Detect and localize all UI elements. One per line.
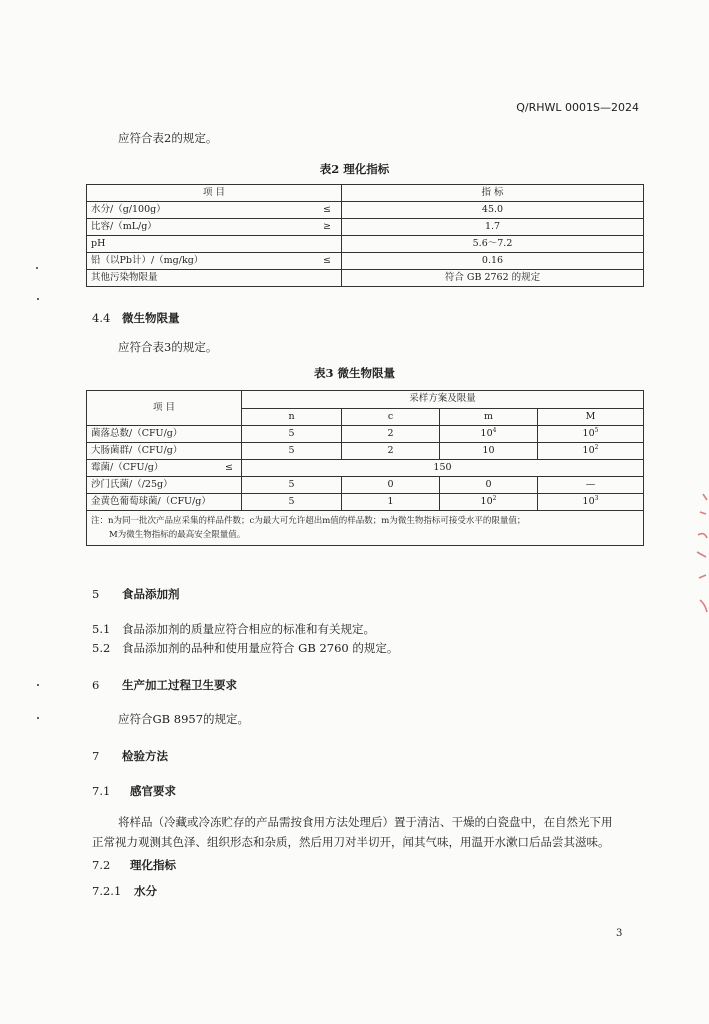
table-cell-value: 45.0	[342, 202, 644, 219]
scan-speck	[37, 684, 39, 686]
section-7-1-text-line2: 正常视力观测其色泽、组织形态和杂质，然后用刀对半切开，闻其气味，用温开水漱口后品尝其滋味。	[92, 835, 610, 849]
table-row	[87, 270, 644, 287]
section-6-text: 应符合GB 8957的规定。	[118, 712, 250, 726]
table-cell-n: 5	[242, 477, 342, 494]
section-7-1-heading: 7.1 感官要求	[92, 784, 176, 798]
table-cell-c: 0	[342, 477, 440, 494]
table-cell-value: 0.16	[342, 253, 644, 270]
table-cell-item: 沙门氏菌/（/25g）	[87, 477, 242, 494]
table-cell-n: 5	[242, 494, 342, 511]
table2-head-index: 指 标	[342, 185, 644, 202]
table-cell-item: 菌落总数/（CFU/g）	[87, 426, 242, 443]
paragraph-intro-table3: 应符合表3的规定。	[118, 340, 218, 354]
document-code: Q/RHWL 0001S—2024	[516, 101, 639, 114]
table-cell-M: —	[538, 477, 644, 494]
table-cell-item: 比容/（mL/g） ≥	[87, 219, 342, 236]
table-cell-item: 水分/（g/100g） ≤	[87, 202, 342, 219]
table-cell-n: 5	[242, 426, 342, 443]
table-cell-n: 5	[242, 443, 342, 460]
table-row	[87, 443, 644, 460]
table-row	[87, 426, 644, 443]
section-6-heading: 6 生产加工过程卫生要求	[92, 678, 237, 692]
table2-caption: 表2 理化指标	[319, 162, 390, 176]
table-cell-value: 5.6～7.2	[342, 236, 644, 253]
table-cell-m: 0	[440, 477, 538, 494]
table-cell-value: 1.7	[342, 219, 644, 236]
table3-note	[87, 511, 644, 546]
table-row	[87, 219, 644, 236]
table-row	[87, 253, 644, 270]
table-cell-c: 1	[342, 494, 440, 511]
table3-head-c: c	[342, 408, 440, 426]
table3-caption: 表3 微生物限量	[313, 366, 395, 380]
table-row	[87, 236, 644, 253]
table-cell-m: $10^4$	[440, 426, 538, 443]
table-cell-M: $10^2$	[538, 443, 644, 460]
table3-head-item: 项 目	[87, 391, 242, 426]
table3	[86, 390, 644, 546]
table-row	[87, 202, 644, 219]
section-5-2: 5.2 食品添加剂的品种和使用量应符合 GB 2760 的规定。	[92, 641, 399, 655]
table3-head-plan: 采样方案及限量	[242, 391, 644, 409]
table-header-row	[87, 185, 644, 202]
table-cell-m: 10	[440, 443, 538, 460]
paragraph-intro-table2: 应符合表2的规定。	[118, 131, 218, 145]
table-cell-item: pH	[87, 236, 342, 253]
table-cell-item: 金黄色葡萄球菌/（CFU/g）	[87, 494, 242, 511]
table2-head-item: 项 目	[87, 185, 342, 202]
red-stamp-edge	[694, 490, 709, 620]
section-5-heading: 5 食品添加剂	[92, 587, 180, 601]
table-note-row	[87, 511, 644, 546]
table3-head-M: M	[538, 408, 644, 426]
table-row	[87, 477, 644, 494]
table2	[86, 184, 644, 287]
table-cell-M: $10^5$	[538, 426, 644, 443]
table-row	[87, 494, 644, 511]
table3-note-line2: M为微生物指标的最高安全限量值。	[109, 530, 246, 540]
table-header-row	[87, 391, 644, 409]
section-7-2-1-heading: 7.2.1 水分	[92, 884, 157, 898]
table-cell-item: 霉菌/（CFU/g） ≤	[87, 460, 242, 477]
table3-note-line1: 注：n为同一批次产品应采集的样品件数；c为最大可允许超出m值的样品数；m为微生物指标可接受水平的限量值；	[91, 516, 526, 526]
table-cell-c: 2	[342, 443, 440, 460]
table-cell-item: 铅（以Pb计）/（mg/kg） ≤	[87, 253, 342, 270]
scan-speck	[37, 717, 39, 719]
table-cell-value: 150	[242, 460, 644, 477]
table3-head-m: m	[440, 408, 538, 426]
table-row	[87, 460, 644, 477]
section-7-1-text-line1: 将样品（冷藏或冷冻贮存的产品需按食用方法处理后）置于清洁、干燥的白瓷盘中，在自然光下用	[118, 815, 613, 829]
section-5-1: 5.1 食品添加剂的质量应符合相应的标准和有关规定。	[92, 622, 375, 636]
scan-speck	[37, 298, 39, 300]
table-cell-item: 大肠菌群/（CFU/g）	[87, 443, 242, 460]
scan-speck	[36, 267, 38, 269]
table-cell-c: 2	[342, 426, 440, 443]
page-number: 3	[616, 928, 623, 939]
table-cell-value: 符合 GB 2762 的规定	[342, 270, 644, 287]
table-cell-M: $10^3$	[538, 494, 644, 511]
section-7-heading: 7 检验方法	[92, 749, 168, 763]
section-4-4-heading: 4.4 微生物限量	[92, 311, 180, 325]
table3-head-n: n	[242, 408, 342, 426]
section-7-2-heading: 7.2 理化指标	[92, 858, 176, 872]
table-cell-item: 其他污染物限量	[87, 270, 342, 287]
table-cell-m: $10^2$	[440, 494, 538, 511]
